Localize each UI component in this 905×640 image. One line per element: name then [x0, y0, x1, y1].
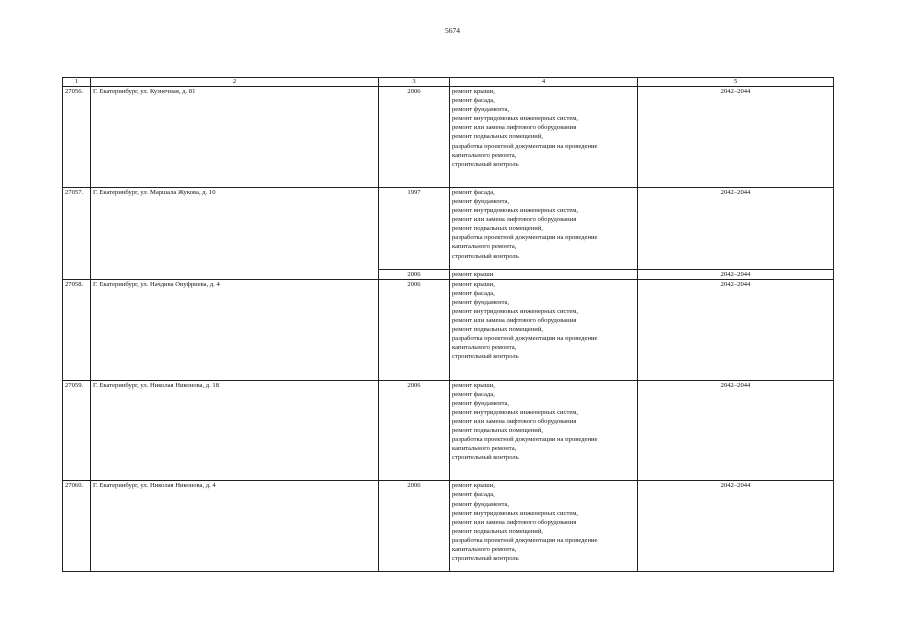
- work-item: ремонт крыши,: [452, 88, 495, 95]
- year-cell: 1997: [379, 187, 450, 269]
- cell-spacer: [452, 261, 635, 269]
- header-row: [63, 78, 834, 87]
- address-cell: Г. Екатеринбург, ул. Начдива Онуфриева, д. 4: [91, 279, 379, 380]
- term-cell: 2042–2044: [638, 187, 834, 269]
- table-body: [63, 87, 834, 572]
- header-col-5: 5: [638, 78, 834, 87]
- work-item: ремонт внутридомовых инженерных систем,: [452, 207, 579, 215]
- work-item: ремонт или замена лифтового оборудования: [452, 518, 577, 526]
- work-item: строительный контроль: [452, 353, 519, 361]
- work-item: капитального ремонта,: [452, 445, 517, 453]
- work-item: ремонт подвальных помещений,: [452, 326, 543, 334]
- cell-spacer: [452, 169, 635, 187]
- work-item: ремонт подвальных помещений,: [452, 225, 543, 233]
- cell-spacer: [452, 362, 635, 380]
- header-col-1: 1: [63, 78, 91, 87]
- work-item: ремонт крыши,: [452, 381, 495, 389]
- works-cell: [450, 269, 638, 279]
- work-item: разработка проектной документации на проведение: [452, 335, 598, 343]
- work-item: ремонт фундамента,: [452, 106, 510, 114]
- work-item: ремонт фундамента,: [452, 500, 510, 508]
- row-number: 27060.: [63, 481, 91, 572]
- work-item: разработка проектной документации на проведение: [452, 536, 598, 544]
- cell-spacer: [452, 462, 635, 480]
- work-item: капитального ремонта,: [452, 344, 517, 352]
- work-item: ремонт внутридомовых инженерных систем,: [452, 307, 579, 315]
- page-number: 5674: [445, 26, 460, 35]
- works-cell: [450, 380, 638, 481]
- work-item: ремонт крыши,: [452, 280, 495, 288]
- work-item: ремонт подвальных помещений,: [452, 427, 543, 434]
- address-cell: Г. Екатеринбург, ул. Николая Никонова, д. 4: [91, 481, 379, 572]
- work-item: ремонт фасада,: [452, 289, 495, 297]
- work-item: ремонт подвальных помещений,: [452, 527, 543, 535]
- header-col-4: 4: [450, 78, 638, 87]
- table-row: [63, 481, 834, 572]
- address-cell: Г. Екатеринбург, ул. Николая Никонова, д. 18: [91, 380, 379, 481]
- year-cell: 2006: [379, 481, 450, 572]
- work-item: капитального ремонта,: [452, 546, 517, 554]
- row-number: 27056.: [63, 87, 91, 188]
- work-item: ремонт фасада,: [452, 390, 495, 398]
- year-cell: 2006: [379, 279, 450, 380]
- repair-schedule-table: [62, 77, 834, 572]
- work-item: капитального ремонта,: [452, 151, 517, 159]
- header-col-2: 2: [91, 78, 379, 87]
- works-cell: [450, 279, 638, 380]
- work-item: разработка проектной документации на проведение: [452, 234, 598, 242]
- work-item: ремонт фундамента,: [452, 399, 510, 407]
- work-item: ремонт фасада,: [452, 491, 495, 499]
- work-item: ремонт фундамента,: [452, 197, 510, 205]
- cell-spacer: [452, 563, 635, 571]
- term-cell: 2042–2044: [638, 279, 834, 380]
- row-number: 27058.: [63, 279, 91, 380]
- address-cell: Г. Екатеринбург, ул. Кузнечная, д. 81: [91, 87, 379, 188]
- term-cell: 2042–2044: [638, 380, 834, 481]
- work-item: ремонт или замена лифтового оборудования: [452, 317, 577, 325]
- work-item: ремонт внутридомовых инженерных систем,: [452, 509, 579, 517]
- work-item: разработка проектной документации на проведение: [452, 142, 598, 150]
- table-row: [63, 87, 834, 188]
- works-cell: [450, 87, 638, 188]
- work-item: ремонт подвальных помещений,: [452, 133, 543, 141]
- work-item: ремонт внутридомовых инженерных систем,: [452, 115, 579, 123]
- work-item: ремонт крыши: [452, 270, 494, 278]
- work-item: строительный контроль: [452, 252, 519, 260]
- work-item: строительный контроль: [452, 454, 519, 462]
- term-cell: 2042–2044: [638, 87, 834, 188]
- year-cell: 2006: [379, 269, 450, 279]
- row-number: 27059.: [63, 380, 91, 481]
- term-cell: 2042–2044: [638, 481, 834, 572]
- year-cell: 2006: [379, 87, 450, 188]
- work-item: ремонт крыши,: [452, 482, 495, 490]
- work-item: строительный контроль: [452, 555, 519, 563]
- header-col-3: 3: [379, 78, 450, 87]
- work-item: ремонт или замена лифтового оборудования: [452, 417, 577, 425]
- table-row: [63, 380, 834, 481]
- work-item: строительный контроль: [452, 160, 519, 168]
- year-cell: 2006: [379, 380, 450, 481]
- works-cell: [450, 481, 638, 572]
- address-cell: Г. Екатеринбург, ул. Маршала Жукова, д. 10: [91, 187, 379, 279]
- table-row: [63, 187, 834, 269]
- work-item: ремонт внутридомовых инженерных систем,: [452, 408, 579, 416]
- work-item: капитального ремонта,: [452, 243, 517, 251]
- row-number: 27057.: [63, 187, 91, 279]
- work-item: ремонт фасада,: [452, 97, 495, 105]
- term-cell: 2042–2044: [638, 269, 834, 279]
- work-item: ремонт фасада,: [452, 188, 495, 196]
- work-item: ремонт или замена лифтового оборудования: [452, 124, 577, 132]
- work-item: ремонт или замена лифтового оборудования: [452, 216, 577, 224]
- work-item: разработка проектной документации на проведение: [452, 436, 598, 444]
- work-item: ремонт фундамента,: [452, 298, 510, 306]
- table-row: [63, 279, 834, 380]
- works-cell: [450, 187, 638, 269]
